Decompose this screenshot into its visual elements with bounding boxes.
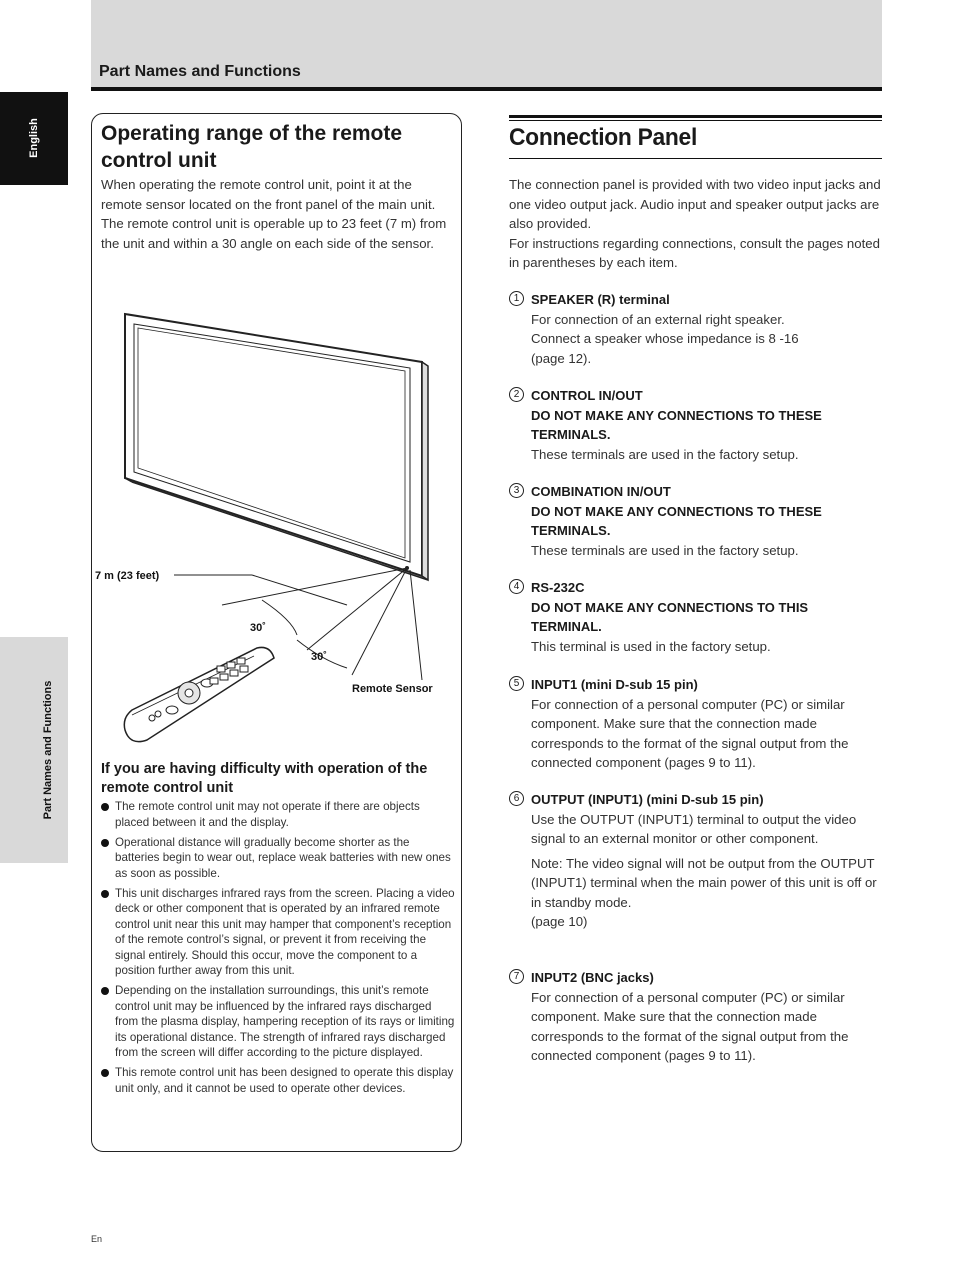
item-number-badge: 4 <box>509 579 524 594</box>
angle-right-label: 30˚ <box>311 651 327 663</box>
item-number-badge: 6 <box>509 791 524 806</box>
remote-range-body: When operating the remote control unit, point it at the remote sensor located on the front panel of the main unit. The remote control unit is operable up to 23 feet (7 m) from the unit and within a 30 angle on each side of the sensor. <box>101 177 447 251</box>
remote-range-diagram <box>92 300 462 750</box>
connection-panel-intro: The connection panel is provided with two video input jacks and one video output jack. Audio input and speaker output jacks are also provided. For instructions regarding connections, consult the pages noted in parentheses by each item. <box>509 177 881 270</box>
item-text: For connection of a personal computer (PC) or similar component. Make sure that the connection made corresponds to the format of the signal output from the connected component (pages 9 to 11). <box>531 989 849 1063</box>
item-warning: DO NOT MAKE ANY CONNECTIONS TO THIS TERMINAL. <box>531 599 809 634</box>
distance-label: 7 m (23 feet) <box>95 570 160 582</box>
list-item: This remote control unit has been designed to operate this display unit only, and it cannot be used to operate other devices. <box>101 1065 457 1096</box>
remote-sensor-label: Remote Sensor <box>352 683 433 695</box>
item-text: For connection of an external right speaker. Connect a speaker whose impedance is 8 -16 (page 12). <box>531 311 799 366</box>
list-item: This unit discharges infrared rays from the screen. Placing a video deck or other component that is operated by an infrared remote control unit near this unit may hamper that component’s reception of the remote control’s signal, or prevent it from receiving the signal entirely. Should this occur, move the component to a position further away from this unit. <box>101 886 457 979</box>
title-rule-thick <box>509 115 882 118</box>
list-item: The remote control unit may not operate if there are objects placed between it and the display. <box>101 799 457 830</box>
bullet-icon <box>101 803 109 811</box>
side-tab-part-names-label: Part Names and Functions <box>42 680 54 820</box>
item-title: SPEAKER (R) terminal <box>531 292 670 307</box>
item-title: CONTROL IN/OUT <box>531 388 643 403</box>
bullet-icon <box>101 1069 109 1077</box>
title-rule-bottom <box>509 158 882 159</box>
item-warning: DO NOT MAKE ANY CONNECTIONS TO THESE TERMINALS. <box>531 407 822 442</box>
item-title: COMBINATION IN/OUT <box>531 484 671 499</box>
item-title: INPUT1 (mini D-sub 15 pin) <box>531 677 698 692</box>
item-number-badge: 1 <box>509 291 524 306</box>
difficulty-title: If you are having difficulty with operation of the remote control unit <box>101 761 428 796</box>
item-text: These terminals are used in the factory setup. <box>531 446 799 462</box>
header-rule <box>91 87 882 91</box>
title-rule-thin <box>509 120 882 121</box>
connection-item-7 <box>509 968 882 1066</box>
item-note: Note: The video signal will not be output from the OUTPUT (INPUT1) terminal when the main power of this unit is off or in standby mode. <box>531 855 877 910</box>
side-tab-part-names <box>0 637 68 863</box>
side-tab-english-label: English <box>28 118 40 158</box>
bullet-icon <box>101 839 109 847</box>
angle-left-label: 30˚ <box>250 622 266 634</box>
item-text: Use the OUTPUT (INPUT1) terminal to output the video signal to an external monitor or other component. <box>531 811 857 846</box>
list-item: Operational distance will gradually become shorter as the batteries begin to wear out, replace weak batteries with new ones as soon as possible. <box>101 835 457 882</box>
connection-panel-title: Connection Panel <box>509 124 697 151</box>
item-number-badge: 7 <box>509 969 524 984</box>
section-header-title: Part Names and Functions <box>99 63 301 80</box>
page-footer-label: En <box>91 1234 103 1244</box>
connection-item-2 <box>509 386 882 464</box>
remote-control-drawing <box>124 647 274 741</box>
side-tab-english <box>0 92 68 185</box>
item-title: INPUT2 (BNC jacks) <box>531 970 654 985</box>
item-number-badge: 3 <box>509 483 524 498</box>
connection-item-1 <box>509 290 882 368</box>
display-panel-drawing <box>125 314 428 580</box>
connection-item-5 <box>509 675 882 773</box>
item-text: These terminals are used in the factory setup. <box>531 542 799 558</box>
item-title: RS-232C <box>531 580 585 595</box>
connection-item-3 <box>509 482 882 560</box>
item-number-badge: 5 <box>509 676 524 691</box>
item-number-badge: 2 <box>509 387 524 402</box>
item-text: For connection of a personal computer (PC) or similar component. Make sure that the connection made corresponds to the format of the signal output from the connected component (pages 9 to 11). <box>531 696 849 770</box>
item-title: OUTPUT (INPUT1) (mini D-sub 15 pin) <box>531 792 764 807</box>
item-note-page: (page 10) <box>531 914 588 929</box>
list-item: Depending on the installation surroundings, this unit’s remote control unit may be influenced by the infrared rays discharged from the plasma display, hampering reception of its rays or limiting its operational distance. The strength of infrared rays discharged from the screen will differ according to the picture displayed. <box>101 983 457 1061</box>
remote-range-title: Operating range of the remote control unit <box>101 122 403 172</box>
connection-item-6 <box>509 790 882 932</box>
bullet-icon <box>101 890 109 898</box>
difficulty-bullet-list <box>101 799 457 1101</box>
bullet-icon <box>101 987 109 995</box>
item-text: This terminal is used in the factory setup. <box>531 638 771 654</box>
connection-item-4 <box>509 578 882 656</box>
range-lines <box>174 568 422 680</box>
item-warning: DO NOT MAKE ANY CONNECTIONS TO THESE TERMINALS. <box>531 503 822 538</box>
